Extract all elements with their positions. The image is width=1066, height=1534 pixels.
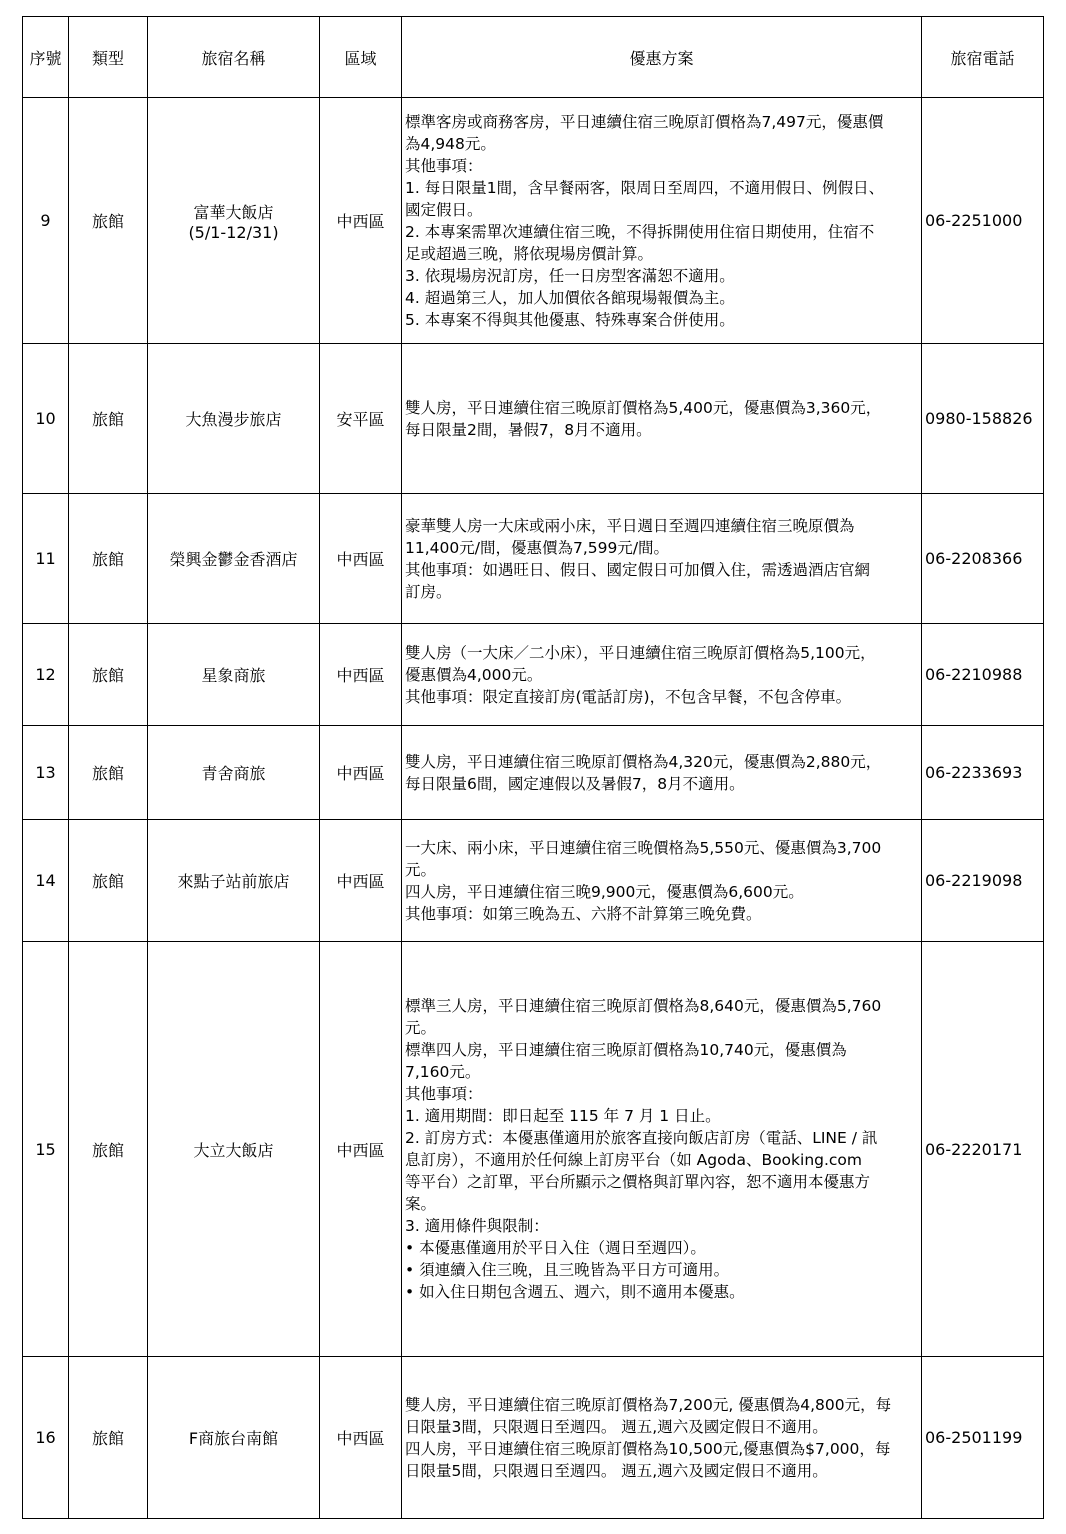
lodging-name — [148, 726, 320, 820]
offer-line: 四人房，平日連續住宿三晚原訂價格為10,500元,優惠價為$7,000，每 — [405, 1439, 891, 1458]
table-row — [23, 1357, 1044, 1519]
table-row — [23, 98, 1044, 344]
offer-line: 4. 超過第三人，加人加價依各館現場報價為主。 — [405, 288, 735, 307]
row-number: 15 — [23, 942, 69, 1357]
area: 中西區 — [320, 624, 402, 726]
area: 中西區 — [320, 1357, 402, 1519]
header-no: 序號 — [23, 17, 69, 98]
header-type: 類型 — [69, 17, 148, 98]
offer-line: 其他事項：如遇旺日、假日、國定假日可加價入住，需透過酒店官網 — [405, 560, 871, 579]
offer-line: 每日限量2間，暑假7，8月不適用。 — [405, 420, 652, 439]
lodging-type: 旅館 — [69, 942, 148, 1357]
row-number: 10 — [23, 344, 69, 494]
area: 中西區 — [320, 942, 402, 1357]
offer-details — [402, 344, 922, 494]
table-row — [23, 820, 1044, 942]
lodging-type: 旅館 — [69, 820, 148, 942]
header-row — [23, 17, 1044, 98]
phone-number: 0980-158826 — [922, 344, 1044, 494]
lodging-name — [148, 98, 320, 344]
offer-line: 雙人房（一大床／二小床），平日連續住宿三晚原訂價格為5,100元， — [405, 643, 876, 662]
lodging-name-line: 星象商旅 — [201, 666, 266, 685]
offer-details — [402, 1357, 922, 1519]
offer-line: • 如入住日期包含週五、週六，則不適用本優惠。 — [405, 1283, 745, 1301]
row-number: 14 — [23, 820, 69, 942]
offer-details — [402, 98, 922, 344]
offer-line: 2. 訂房方式：本優惠僅適用於旅客直接向飯店訂房（電話、LINE / 訊 — [405, 1129, 878, 1147]
area: 中西區 — [320, 98, 402, 344]
offer-line: 11,400元/間，優惠價為7,599元/間。 — [405, 538, 670, 557]
lodging-type: 旅館 — [69, 98, 148, 344]
table-row — [23, 726, 1044, 820]
lodging-name — [148, 942, 320, 1357]
lodging-offers-table — [22, 16, 1044, 1519]
header-area: 區域 — [320, 17, 402, 98]
phone-number: 06-2501199 — [922, 1357, 1044, 1519]
offer-line: 1. 每日限量1間，含早餐兩客，限周日至周四，不適用假日、例假日、 — [405, 178, 885, 197]
lodging-name — [148, 344, 320, 494]
area: 中西區 — [320, 820, 402, 942]
header-offer: 優惠方案 — [402, 17, 922, 98]
offer-details — [402, 820, 922, 942]
offer-line: 元。 — [405, 860, 437, 879]
offer-line: 四人房，平日連續住宿三晚9,900元，優惠價為6,600元。 — [405, 882, 804, 901]
offer-line: 標準四人房，平日連續住宿三晚原訂價格為10,740元，優惠價為 — [405, 1041, 847, 1059]
table-row — [23, 494, 1044, 624]
offer-line: 元。 — [405, 1019, 437, 1037]
lodging-name — [148, 820, 320, 942]
offer-line: 一大床、兩小床，平日連續住宿三晚價格為5,550元、優惠價為3,700 — [405, 838, 882, 857]
offer-line: • 須連續入住三晚，且三晚皆為平日方可適用。 — [405, 1261, 730, 1279]
offer-line: 7,160元。 — [405, 1063, 481, 1081]
lodging-type: 旅館 — [69, 1357, 148, 1519]
offer-line: 3. 適用條件與限制： — [405, 1217, 549, 1235]
offer-line: 其他事項： — [405, 1085, 483, 1103]
lodging-type: 旅館 — [69, 494, 148, 624]
lodging-name — [148, 494, 320, 624]
offer-line: 等平台）之訂單，平台所顯示之價格與訂單內容，恕不適用本優惠方 — [405, 1173, 871, 1191]
offer-line: 國定假日。 — [405, 200, 483, 219]
row-number: 9 — [23, 98, 69, 344]
offer-line: 訂房。 — [405, 582, 452, 601]
table-row — [23, 624, 1044, 726]
offer-line: 標準客房或商務客房，平日連續住宿三晚原訂價格為7,497元，優惠價 — [405, 112, 884, 131]
offer-line: 其他事項：如第三晚為五、六將不計算第三晚免費。 — [405, 904, 762, 923]
offer-details — [402, 494, 922, 624]
lodging-name-line: F商旅台南館 — [188, 1429, 279, 1448]
lodging-name-line: 榮興金鬱金香酒店 — [169, 550, 298, 569]
lodging-name-line: 大立大飯店 — [193, 1140, 274, 1160]
offer-line: 5. 本專案不得與其他優惠、特殊專案合併使用。 — [405, 310, 735, 329]
lodging-type: 旅館 — [69, 344, 148, 494]
table-row — [23, 344, 1044, 494]
offer-line: • 本優惠僅適用於平日入住（週日至週四）。 — [405, 1239, 706, 1257]
offer-line: 日限量5間，只限週日至週四。 週五,週六及國定假日不適用。 — [405, 1461, 828, 1480]
offer-line: 息訂房），不適用於任何線上訂房平台（如 Agoda、Booking.com — [405, 1151, 863, 1169]
phone-number: 06-2220171 — [922, 942, 1044, 1357]
phone-number: 06-2210988 — [922, 624, 1044, 726]
row-number: 12 — [23, 624, 69, 726]
offer-line: 為4,948元。 — [405, 134, 496, 153]
lodging-name-line: 富華大飯店 — [193, 202, 274, 222]
header-name: 旅宿名稱 — [148, 17, 320, 98]
offer-line: 雙人房，平日連續住宿三晚原訂價格為5,400元，優惠價為3,360元， — [405, 398, 882, 417]
offer-details — [402, 726, 922, 820]
lodging-name-line: 青舍商旅 — [201, 764, 266, 783]
area: 中西區 — [320, 726, 402, 820]
header-phone: 旅宿電話 — [922, 17, 1044, 98]
offer-line: 標準三人房，平日連續住宿三晚原訂價格為8,640元，優惠價為5,760 — [405, 997, 882, 1015]
offer-details — [402, 624, 922, 726]
lodging-name-line: 大魚漫步旅店 — [185, 410, 282, 429]
phone-number: 06-2219098 — [922, 820, 1044, 942]
offer-line: 雙人房，平日連續住宿三晚原訂價格為7,200元, 優惠價為4,800元，每 — [405, 1395, 892, 1414]
offer-line: 雙人房，平日連續住宿三晚原訂價格為4,320元，優惠價為2,880元， — [405, 752, 882, 771]
lodging-type: 旅館 — [69, 726, 148, 820]
area: 安平區 — [320, 344, 402, 494]
offer-line: 案。 — [405, 1195, 437, 1213]
offer-line: 2. 本專案需單次連續住宿三晚，不得拆開使用住宿日期使用，住宿不 — [405, 222, 875, 241]
lodging-name — [148, 624, 320, 726]
table-row — [23, 942, 1044, 1357]
row-number: 11 — [23, 494, 69, 624]
offer-line: 其他事項：限定直接訂房(電話訂房)，不包含早餐，不包含停車。 — [405, 687, 852, 706]
area: 中西區 — [320, 494, 402, 624]
offer-line: 1. 適用期間：即日起至 115 年 7 月 1 日止。 — [405, 1107, 721, 1125]
offer-line: 日限量3間，只限週日至週四。 週五,週六及國定假日不適用。 — [405, 1417, 828, 1436]
lodging-name-line: (5/1-12/31) — [188, 222, 279, 242]
offer-line: 3. 依現場房況訂房，任一日房型客滿恕不適用。 — [405, 266, 735, 285]
phone-number: 06-2233693 — [922, 726, 1044, 820]
offer-line: 足或超過三晚，將依現場房價計算。 — [405, 244, 654, 263]
phone-number: 06-2251000 — [922, 98, 1044, 344]
phone-number: 06-2208366 — [922, 494, 1044, 624]
offer-line: 其他事項： — [405, 156, 483, 175]
lodging-name — [148, 1357, 320, 1519]
lodging-type: 旅館 — [69, 624, 148, 726]
row-number: 16 — [23, 1357, 69, 1519]
row-number: 13 — [23, 726, 69, 820]
offer-line: 豪華雙人房一大床或兩小床，平日週日至週四連續住宿三晚原價為 — [405, 516, 855, 535]
lodging-name-line: 來點子站前旅店 — [177, 872, 290, 891]
offer-line: 每日限量6間，國定連假以及暑假7，8月不適用。 — [405, 774, 745, 793]
offer-line: 優惠價為4,000元。 — [405, 665, 543, 684]
offer-details — [402, 942, 922, 1357]
